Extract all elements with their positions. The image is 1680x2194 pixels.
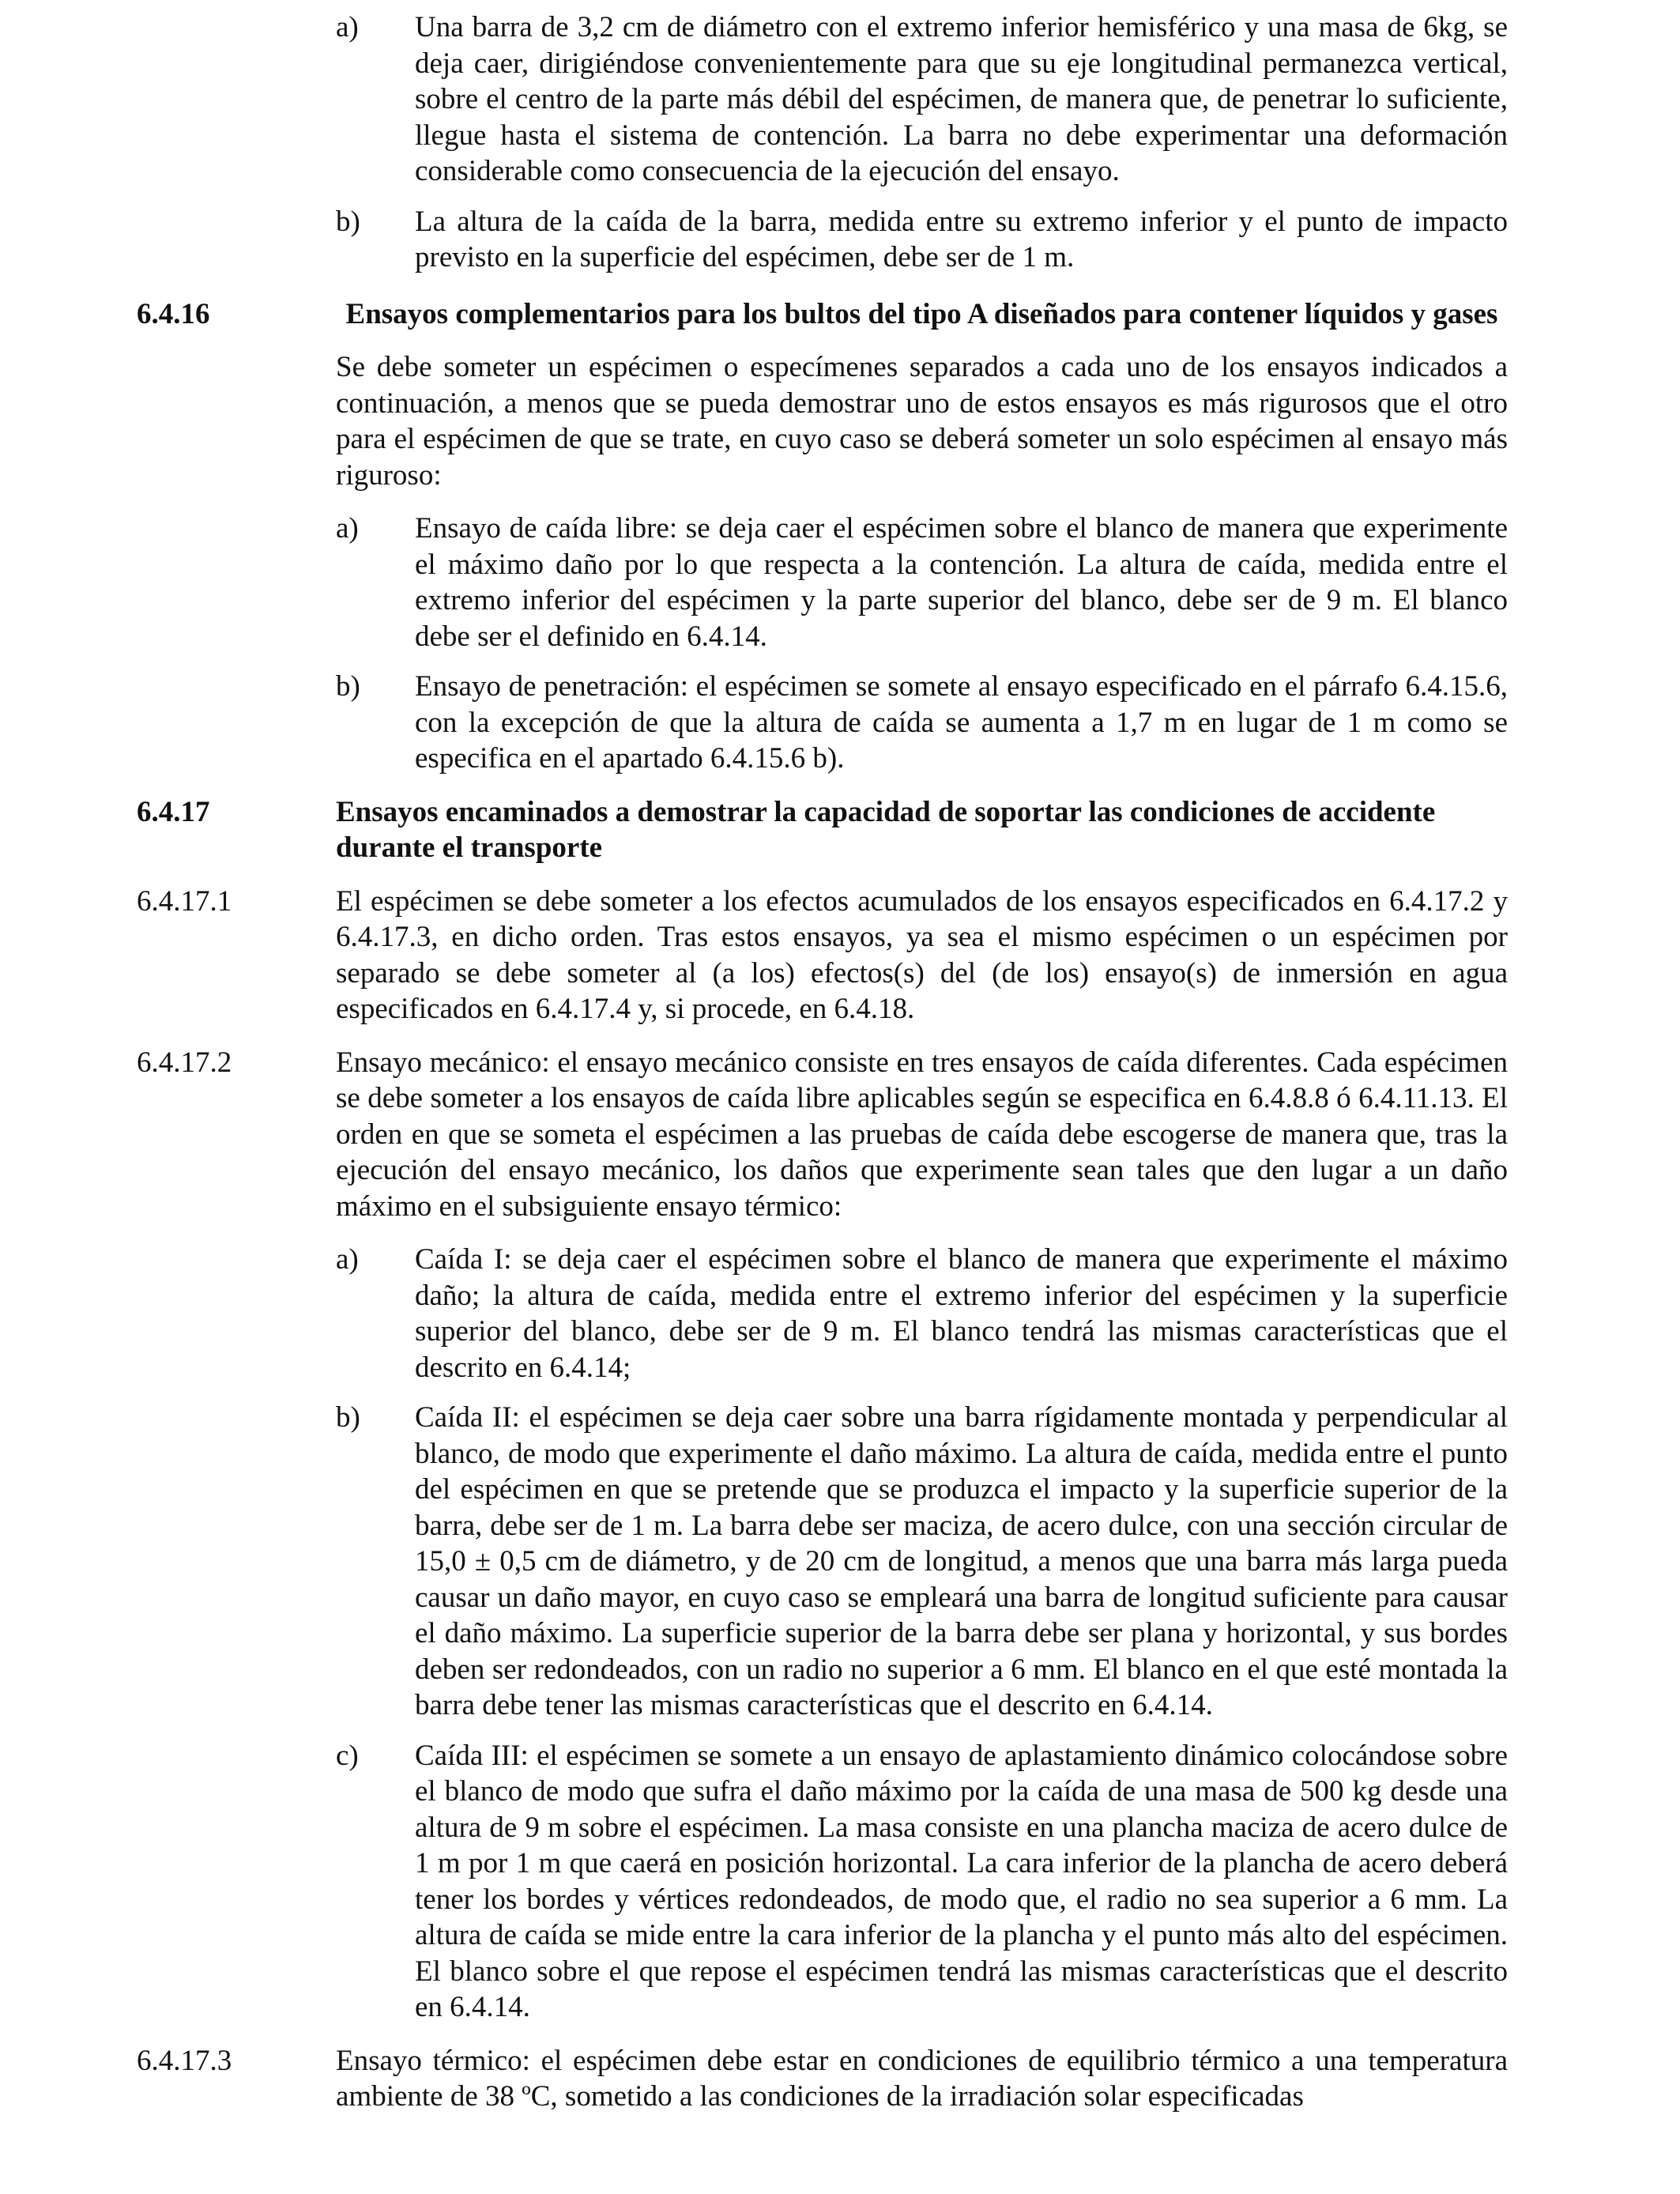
list-item: [336, 1242, 1508, 1385]
item-text: Ensayo de caída libre: se deja caer el espécimen sobre el blanco de manera que experimente el máximo daño por lo que respecta a la contención. La altura de caída, medida entre el extremo inferior del espécimen y la parte superior del blanco, debe ser de 9 m. El blanco debe ser el definido en 6.4.14.: [415, 512, 1508, 653]
item-text: La altura de la caída de la barra, medida entre su extremo inferior y el punto de impacto previsto en la superficie del espécimen, debe ser de 1 m.: [415, 205, 1508, 273]
list-item: [336, 1400, 1508, 1724]
section-text: Ensayo térmico: el espécimen debe estar en condiciones de equilibrio térmico a una temperatura ambiente de 38 ºC, sometido a las condiciones de la irradiación solar especificadas: [336, 2044, 1508, 2113]
list-item: [336, 204, 1508, 276]
section-number: 6.4.16: [137, 297, 210, 330]
section-intro: Se debe someter un espécimen o especímenes separados a cada uno de los ensayos indicados a continuación, a menos que se pueda demostrar uno de estos ensayos es más rigurosos que el otro para el espécimen de que se trate, en cuyo caso se deberá someter un solo espécimen al ensayo más riguroso:: [336, 351, 1508, 492]
section-6-4-17-heading: [137, 794, 1508, 866]
list-item: [336, 511, 1508, 654]
section-text: El espécimen se debe someter a los efectos acumulados de los ensayos especificados en 6.4.17.2 y 6.4.17.3, en dicho orden. Tras estos ensayos, ya sea el mismo espécimen o un espécimen por separado se debe someter al (a los) efectos(s) del (de los) ensayo(s) de inmersión en agua especificados en 6.4.17.4 y, si procede, en 6.4.18.: [336, 884, 1508, 1025]
item-label: a): [336, 1243, 359, 1276]
section-6-4-16-heading: [137, 296, 1508, 333]
item-label: a): [336, 11, 359, 43]
section-number: 6.4.17: [137, 795, 210, 828]
item-label: b): [336, 670, 360, 703]
item-text: Ensayo de penetración: el espécimen se somete al ensayo especificado en el párrafo 6.4.15.6, con la excepción de que la altura de caída se aumenta a 1,7 m en lugar de 1 m como se especifica en el apartado 6.4.15.6 b).: [415, 670, 1508, 775]
item-label: b): [336, 205, 360, 238]
section-6-4-17-1: [137, 884, 1508, 1027]
section-title: Ensayos complementarios para los bultos del tipo A diseñados para contener líquidos y gases: [345, 297, 1498, 330]
item-label: c): [336, 1739, 359, 1772]
section-text: Ensayo mecánico: el ensayo mecánico consiste en tres ensayos de caída diferentes. Cada espécimen se debe someter a los ensayos de caída libre aplicables según se especifica en 6.4.8.8 ó 6.4.11.13. El orden en que se someta el espécimen a las pruebas de caída debe escogerse de manera que, tras la ejecución del ensayo mecánico, los daños que experimente sean tales que den lugar a un daño máximo en el subsiguiente ensayo térmico:: [336, 1046, 1508, 1223]
section-number: 6.4.17.2: [137, 1046, 232, 1079]
list-item: [336, 669, 1508, 777]
item-text: Una barra de 3,2 cm de diámetro con el extremo inferior hemisférico y una masa de 6kg, se deja caer, dirigiéndose convenientemente para que su eje longitudinal permanezca vertical, sobre el centro de la parte más débil del espécimen, de manera que, de penetrar lo suficiente, llegue hasta el sistema de contención. La barra no debe experimentar una deformación considerable como consecuencia de la ejecución del ensayo.: [415, 11, 1508, 187]
list-item: [336, 1738, 1508, 2026]
item-text: Caída I: se deja caer el espécimen sobre el blanco de manera que experimente el máximo daño; la altura de caída, medida entre el extremo inferior del espécimen y la superficie superior del blanco, debe ser de 9 m. El blanco tendrá las mismas características que el descrito en 6.4.14;: [415, 1243, 1508, 1384]
section-number: 6.4.17.1: [137, 884, 232, 918]
item-label: b): [336, 1401, 360, 1434]
section-6-4-17-2: [137, 1045, 1508, 1225]
section-number: 6.4.17.3: [137, 2044, 232, 2077]
section-6-4-17-3: [137, 2043, 1508, 2115]
item-label: a): [336, 512, 359, 545]
item-text: Caída III: el espécimen se somete a un ensayo de aplastamiento dinámico colocándose sobre el blanco de modo que sufra el daño máximo por la caída de una masa de 500 kg desde una altura de 9 m sobre el espécimen. La masa consiste en una plancha maciza de acero dulce de 1 m por 1 m que caerá en posición horizontal. La cara inferior de la plancha de acero deberá tener los bordes y vértices redondeados, de modo que, el radio no sea superior a 6 mm. La altura de caída se mide entre la cara inferior de la plancha y el punto más alto del espécimen. El blanco sobre el que repose el espécimen tendrá las mismas características que el descrito en 6.4.14.: [415, 1739, 1508, 2023]
item-text: Caída II: el espécimen se deja caer sobre una barra rígidamente montada y perpendicular al blanco, de modo que experimente el daño máximo. La altura de caída, medida entre el punto del espécimen en que se pretende que se produzca el impacto y la superficie superior de la barra, debe ser de 1 m. La barra debe ser maciza, de acero dulce, con una sección circular de 15,0 ± 0,5 cm de diámetro, y de 20 cm de longitud, a menos que una barra más larga pueda causar un daño mayor, en cuyo caso se empleará una barra de longitud suficiente para causar el daño máximo. La superficie superior de la barra debe ser plana y horizontal, y sus bordes deben ser redondeados, con un radio no superior a 6 mm. El blanco en el que esté montada la barra debe tener las mismas características que el descrito en 6.4.14.: [415, 1401, 1508, 1721]
section-title: Ensayos encaminados a demostrar la capacidad de soportar las condiciones de accidente durante el transporte: [336, 795, 1436, 864]
list-item: [336, 9, 1508, 190]
